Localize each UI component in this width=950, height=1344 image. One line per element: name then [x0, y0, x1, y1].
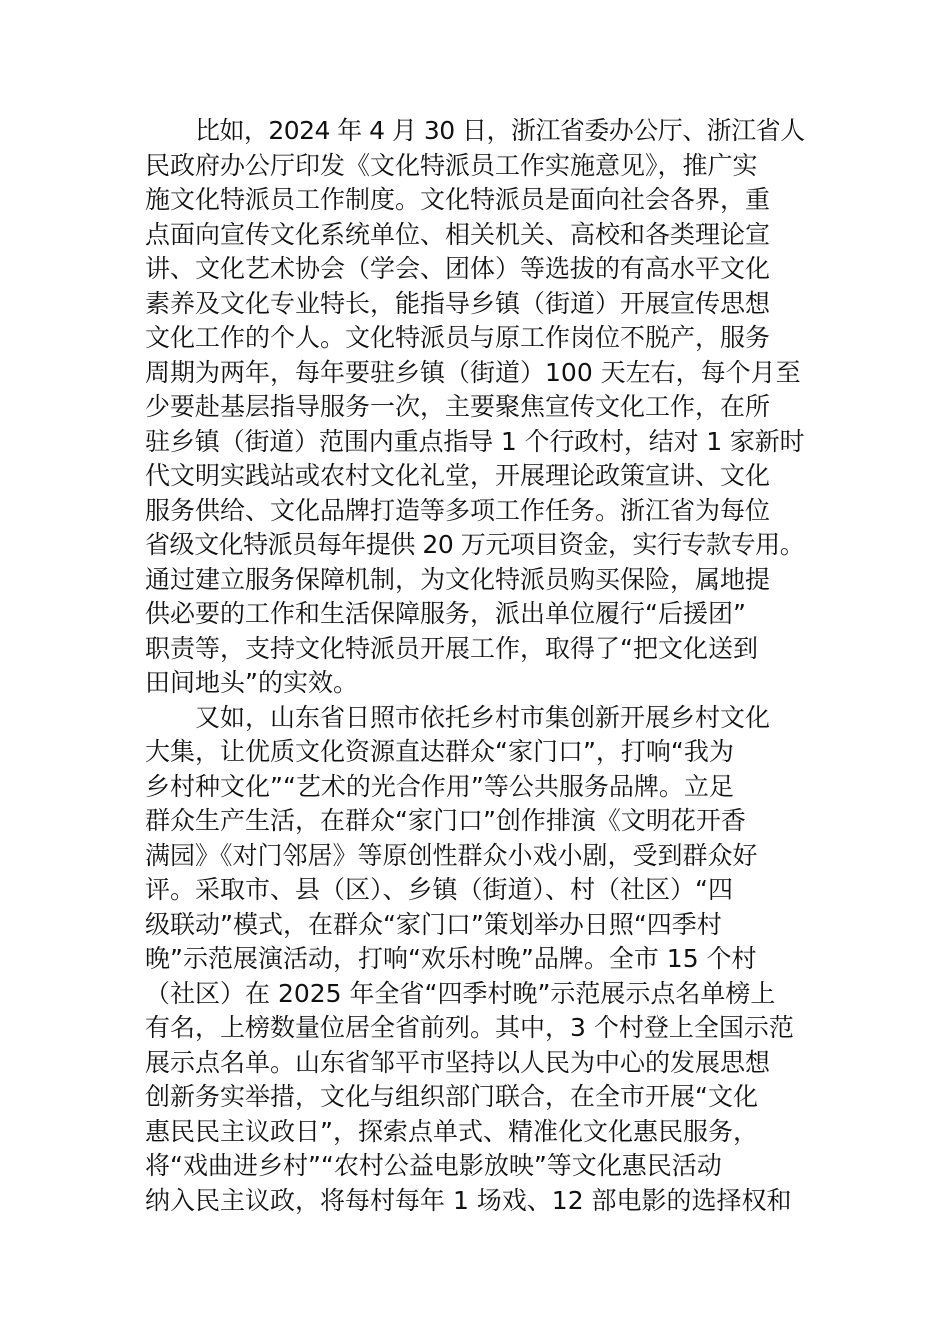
text-line: 驻乡镇（街道）范围内重点指导 1 个行政村，结对 1 家新时: [145, 426, 805, 456]
text-line: 供必要的工作和生活保障服务，派出单位履行“后援团”: [145, 599, 746, 628]
text-line: 职责等，支持文化特派员开展工作，取得了“把文化送到: [145, 633, 758, 663]
paragraph: [145, 701, 805, 1219]
text-line: 晚”示范展演活动，打响“欢乐村晚”品牌。全市 15 个村: [145, 944, 757, 973]
text-line: 乡村种文化”“艺术的光合作用”等公共服务品牌。立足: [145, 771, 734, 801]
text-line: 讲、文化艺术协会（学会、团体）等选拔的有高水平文化: [145, 254, 771, 283]
text-line: 评。采取市、县（区）、乡镇（街道）、村（社区）“四: [145, 875, 733, 904]
text-line: （社区）在 2025 年全省“四季村晚”示范展示点名单榜上: [145, 978, 776, 1008]
text-line: 纳入民主议政，将每村每年 1 场戏、12 部电影的选择权和: [145, 1185, 792, 1215]
text-line: 少要赴基层指导服务一次，主要聚焦宣传文化工作，在所: [145, 392, 771, 421]
document-body: [145, 114, 805, 1218]
text-line: 满园》《对门邻居》等原创性群众小戏小剧，受到群众好: [145, 840, 758, 870]
text-line: 惠民民主议政日”，探索点单式、精准化文化惠民服务，: [145, 1116, 758, 1146]
text-line: 又如，山东省日照市依托乡村市集创新开展乡村文化: [195, 702, 771, 732]
text-line: 展示点名单。山东省邹平市坚持以人民为中心的发展思想: [145, 1047, 771, 1077]
text-line: 民政府办公厅印发《文化特派员工作实施意见》，推广实: [145, 150, 758, 180]
text-line: 将“戏曲进乡村”“农村公益电影放映”等文化惠民活动: [145, 1151, 722, 1180]
text-line: 点面向宣传文化系统单位、相关机关、高校和各类理论宣: [145, 219, 771, 249]
text-line: 文化工作的个人。文化特派员与原工作岗位不脱产，服务: [145, 323, 771, 352]
text-line: 代文明实践站或农村文化礼堂，开展理论政策宣讲、文化: [145, 461, 771, 490]
text-line: 周期为两年，每年要驻乡镇（街道）100 天左右，每个月至: [145, 357, 801, 387]
text-line: 大集，让优质文化资源直达群众“家门口”，打响“我为: [145, 737, 734, 766]
text-line: 田间地头”的实效。: [145, 668, 358, 697]
text-line: 服务供给、文化品牌打造等多项工作任务。浙江省为每位: [145, 495, 771, 525]
text-line: 比如，2024 年 4 月 30 日，浙江省委办公厅、浙江省人: [195, 116, 805, 145]
text-line: 素养及文化专业特长，能指导乡镇（街道）开展宣传思想: [145, 288, 771, 318]
text-line: 创新务实举措，文化与组织部门联合，在全市开展“文化: [145, 1082, 758, 1111]
text-line: 施文化特派员工作制度。文化特派员是面向社会各界，重: [145, 185, 771, 214]
text-line: 省级文化特派员每年提供 20 万元项目资金，实行专款专用。: [145, 530, 805, 559]
text-line: 群众生产生活，在群众“家门口”创作排演《文明花开香: [145, 806, 746, 835]
text-line: 级联动”模式，在群众“家门口”策划举办日照“四季村: [145, 909, 722, 939]
text-line: 有名，上榜数量位居全省前列。其中，3 个村登上全国示范: [145, 1013, 794, 1042]
text-line: 通过建立服务保障机制，为文化特派员购买保险，属地提: [145, 564, 771, 594]
paragraph: [145, 114, 805, 701]
